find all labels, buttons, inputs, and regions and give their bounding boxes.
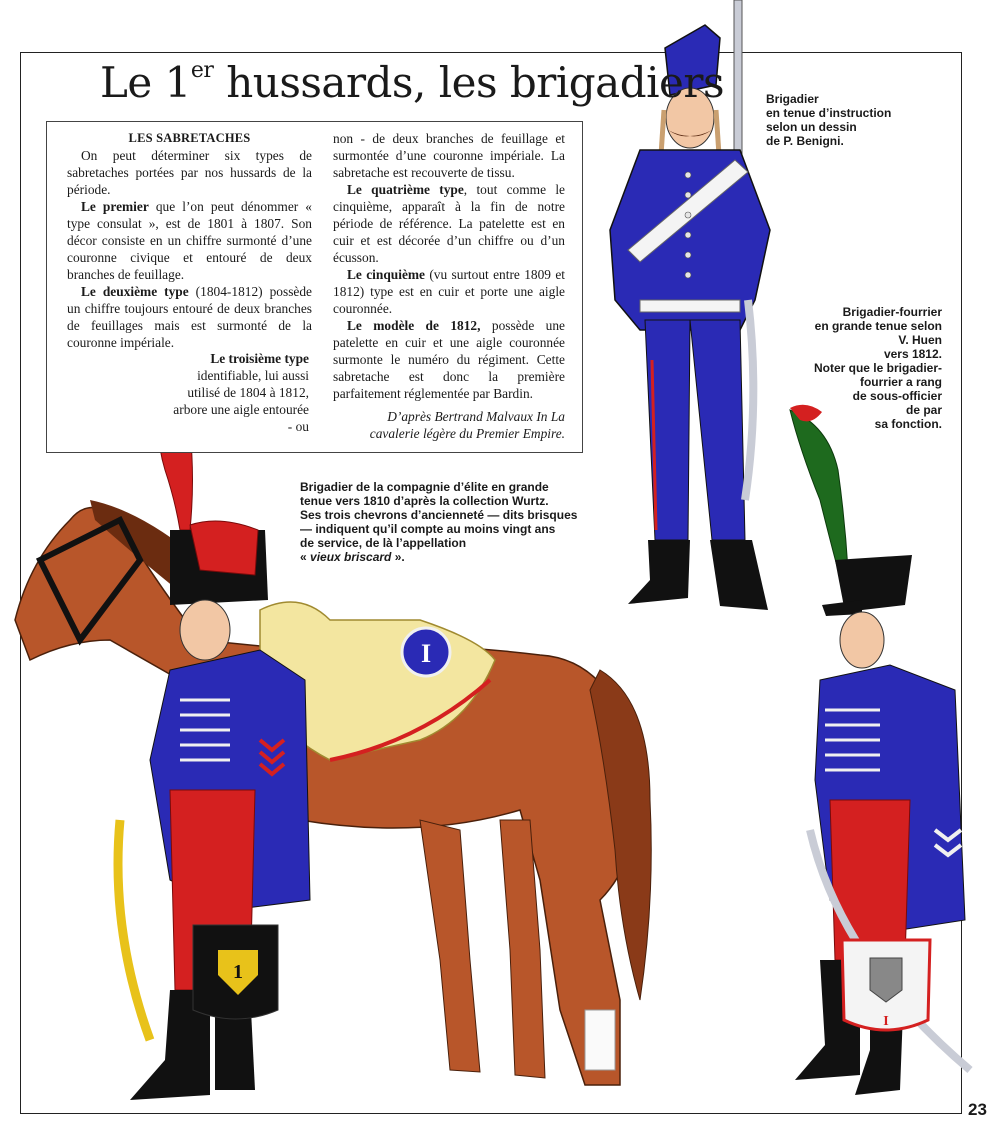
page-number: 23 bbox=[968, 1100, 987, 1119]
brigadier-elite-figure bbox=[118, 380, 310, 1100]
caption-brigadier-instruction: Brigadier en tenue d’instruction selon un dessin de P. Benigni. bbox=[766, 92, 892, 148]
text-column-right bbox=[333, 130, 565, 442]
caption-brigadier-fourrier: Brigadier-fourrier en grande tenue selon V. Huen vers 1812. Noter que le brigadier- fourrier a rang de sous-officier de par sa fonction. bbox=[813, 305, 942, 431]
paragraph-premier: Le premier que l’on peut dénommer « type consulat », est de 1801 à 1807. Son décor consiste en un chiffre surmonté d’une couronne civique et entouré de deux branches de feuillage. bbox=[67, 199, 313, 282]
sabretache-number: 1 bbox=[233, 961, 243, 983]
source-credit: D’après Bertrand Malvaux In La cavalerie légère du Premier Empire. bbox=[369, 409, 565, 441]
paragraph-troisieme-cont: non - de deux branches de feuillage et surmontée d’une couronne impériale. La sabretache est recouverte de tissu. bbox=[333, 131, 565, 180]
horse bbox=[15, 500, 651, 1085]
caption-brigadier-elite: Brigadier de la compagnie d’élite en grande tenue vers 1810 d’après la collection Wurtz. Ses trois chevrons d’ancienneté — dits brisques — indiquent qu’il compte au moins vingt ans de service, de là l’appellation « vieux briscard ». bbox=[300, 480, 578, 564]
text-column-left bbox=[67, 130, 312, 351]
paragraph-troisieme: Le troisième type identifiable, lui aussi utilisé de 1804 à 1812, arbore une aigle entourée - ou bbox=[173, 351, 309, 434]
paragraph-cinquieme: Le cinquième (vu surtout entre 1809 et 1812) type est en cuir et porte une aigle couronnée. bbox=[333, 267, 565, 316]
brigadier-fourrier-figure bbox=[790, 405, 970, 1095]
section-heading: LES SABRETACHES bbox=[128, 131, 251, 145]
saddle-number: I bbox=[420, 639, 432, 668]
right-sabretache-number: I bbox=[883, 1014, 889, 1029]
paragraph-1812: Le modèle de 1812, possède une patelette en cuir et une aigle couronnée surmonte le numéro du régiment. Cette sabretache est donc la première parfaitement réglementée par Bardin. bbox=[333, 318, 565, 401]
paragraph-deuxieme: Le deuxième type (1804-1812) possède un chiffre toujours entouré de deux branches de feuillages mais est surmonté de la couronne impériale. bbox=[67, 284, 312, 350]
intro-paragraph: On peut déterminer six types de sabretaches portées par nos hussards de la période. bbox=[67, 148, 312, 197]
paragraph-quatrieme: Le quatrième type, tout comme le cinquième, apparaît à la fin de notre période de référence. La patelette est en cuir et est décorée d’un chiffre ou d’un écusson. bbox=[333, 182, 565, 265]
page-title: Le 1er hussards, les brigadiers bbox=[100, 58, 725, 107]
sabretaches-text-box bbox=[46, 121, 583, 453]
